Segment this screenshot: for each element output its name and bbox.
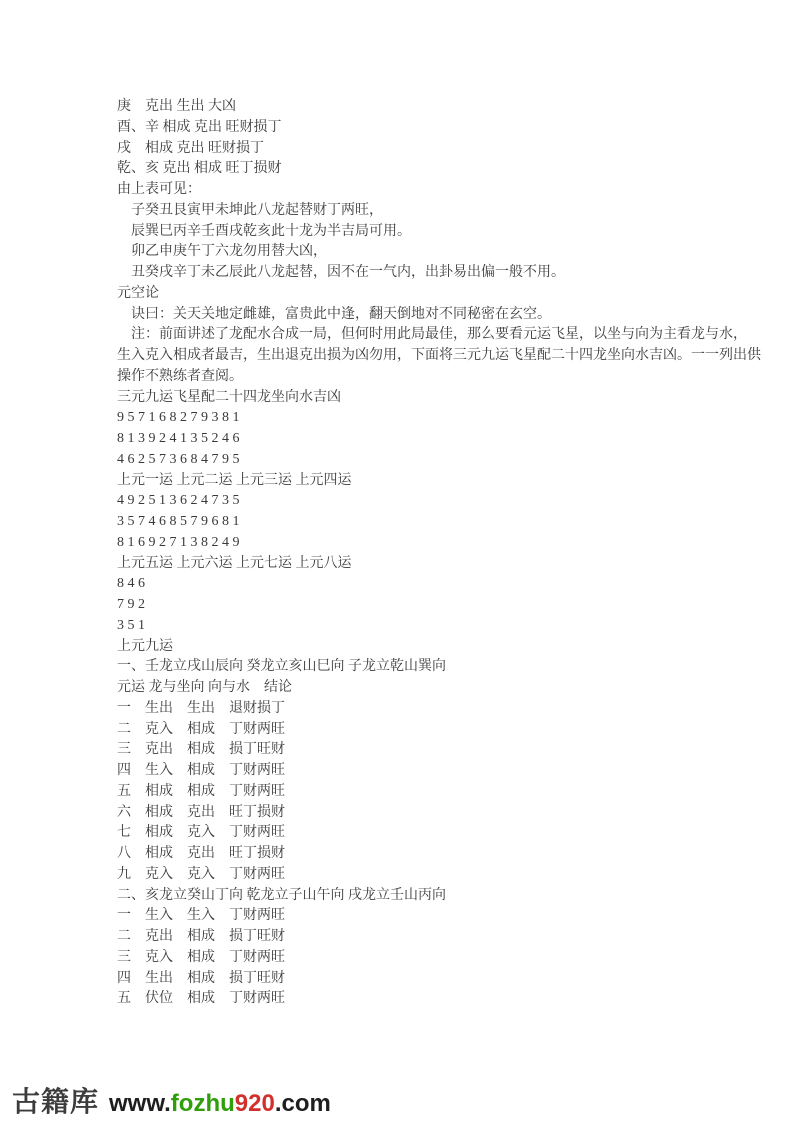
text-line: 7 9 2 [117,597,145,612]
text-line: 操作不熟练者查阅。 [117,368,243,384]
text-line: 9 5 7 1 6 8 2 7 9 3 8 1 [117,410,240,426]
watermark [12,1080,331,1120]
text-line: 4 6 2 5 7 3 6 8 4 7 9 5 [117,451,240,467]
text-line: 注：前面讲述了龙配水合成一局，但何时用此局最佳，那么要看元运飞星，以坐与向为主看龙与水， [117,327,747,343]
text-line: 二、亥龙立癸山丁向 乾龙立子山午向 戌龙立壬山丙向 [117,887,446,903]
watermark-url-tld: .com [274,1090,331,1117]
text-line: 二 克入 相成 丁财两旺 [117,721,285,737]
text-line: 戌 相成 克出 旺财损丁 [117,140,264,156]
text-line: 卯乙申庚午丁六龙勿用替大凶， [117,244,327,260]
text-line: 上元五运 上元六运 上元七运 上元八运 [117,555,352,571]
text-line: 一 生出 生出 退财损丁 [117,700,285,716]
text-line: 九 克入 克入 丁财两旺 [117,866,285,882]
text-line: 乾、亥 克出 相成 旺丁损财 [117,161,282,177]
text-line: 四 生出 相成 损丁旺财 [117,970,285,986]
text-line: 丑癸戌辛丁未乙辰此八龙起替，因不在一气内，出卦易出偏一般不用。 [117,265,565,280]
text-line: 六 相成 克出 旺丁损财 [117,804,285,820]
text-line: 七 相成 克入 丁财两旺 [117,825,285,841]
text-line: 一、壬龙立戌山辰向 癸龙立亥山巳向 子龙立乾山巽向 [117,659,446,675]
text-line: 8 4 6 [117,576,145,592]
text-line: 子癸丑艮寅甲未坤此八龙起替财丁两旺， [117,202,383,218]
text-line: 二 克出 相成 损丁旺财 [117,929,285,944]
document-text [117,97,761,1010]
text-line: 五 伏位 相成 丁财两旺 [117,991,285,1007]
text-line: 8 1 6 9 2 7 1 3 8 2 4 9 [117,534,240,550]
text-line: 4 9 2 5 1 3 6 2 4 7 3 5 [117,493,240,509]
text-line: 五 相成 相成 丁财两旺 [117,783,285,799]
text-line: 庚 克出 生出 大凶 [117,99,236,114]
text-line: 元空论 [117,285,159,301]
text-line: 3 5 7 4 6 8 5 7 9 6 8 1 [117,514,240,529]
text-line: 三 克出 相成 损丁旺财 [117,742,285,758]
watermark-site-name: 古籍库 [12,1086,100,1117]
text-line: 3 5 1 [117,617,145,633]
watermark-url-fozhu: fozhu [170,1090,235,1117]
text-line: 酉、辛 相成 克出 旺财损丁 [117,119,282,135]
text-line: 四 生入 相成 丁财两旺 [117,763,285,778]
text-line: 由上表可见： [117,182,201,197]
text-line: 一 生入 生入 丁财两旺 [117,908,285,924]
text-line: 诀曰：关天关地定雌雄，富贵此中逢，翻天倒地对不同秘密在玄空。 [117,306,551,322]
text-line: 元运 龙与坐向 向与水 结论 [117,680,292,695]
text-line: 上元一运 上元二运 上元三运 上元四运 [117,472,352,488]
watermark-url-www: www. [109,1090,171,1117]
text-line: 三元九运飞星配二十四龙坐向水吉凶 [117,389,341,405]
text-line: 辰巽巳丙辛壬酉戌乾亥此十龙为半吉局可用。 [117,223,411,239]
text-line: 八 相成 克出 旺丁损财 [117,846,285,861]
text-line: 三 克入 相成 丁财两旺 [117,949,285,965]
text-line: 8 1 3 9 2 4 1 3 5 2 4 6 [117,431,240,446]
watermark-url-920: 920 [234,1090,275,1117]
text-line: 生入克入相成者最吉，生出退克出损为凶勿用，下面将三元九运飞星配二十四龙坐向水吉凶。一一列出供 [117,348,761,363]
text-line: 上元九运 [117,638,173,654]
